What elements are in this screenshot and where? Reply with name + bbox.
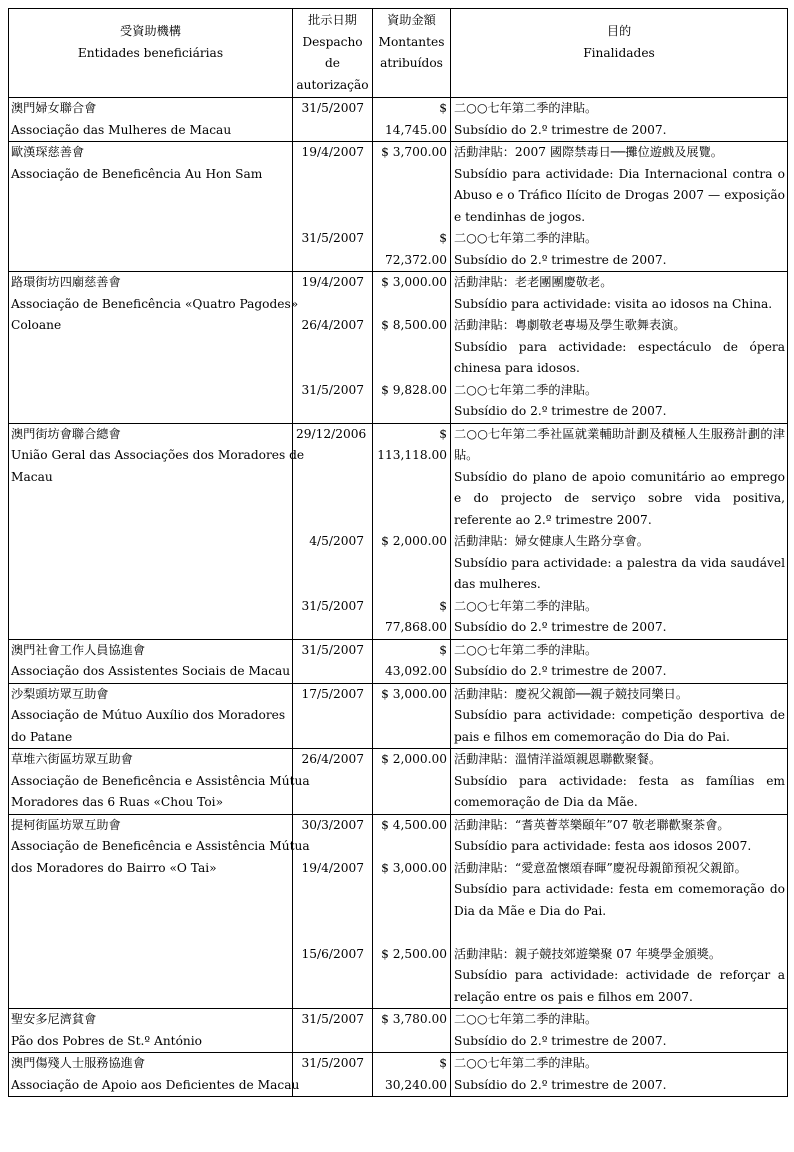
entity-name-line: 路環街坊四廟慈善會 (11, 275, 121, 289)
amount-cell (373, 1053, 451, 1097)
purpose-portuguese: Subsídio do 2.º trimestre de 2007. (454, 1077, 667, 1092)
amount-cell (373, 814, 451, 1009)
grant-purpose (454, 315, 785, 380)
date-cell (293, 639, 373, 683)
entity-cell (9, 272, 299, 424)
table-row (9, 272, 788, 424)
date-cell (293, 142, 373, 272)
date-cell (293, 423, 373, 639)
purpose-chinese: 活動津貼：老老團團慶敬老。 (454, 275, 613, 289)
grant-amount: $ 2,500.00 (381, 946, 447, 961)
entity-name-line: 澳門傷殘人士服務協進會 (11, 1056, 146, 1070)
purpose-chinese: 活動津貼：粵劇敬老專場及學生歌舞表演。 (454, 318, 686, 332)
purpose-portuguese: Subsídio para actividade: Dia Internacional contra o Abuso e o Tráfico Ilícito de Drogas 2007 — exposição e tendinhas de jogos. (454, 166, 785, 224)
entity-name-line: 提柯街區坊眾互助會 (11, 817, 121, 832)
purpose-cell (451, 98, 788, 142)
purpose-cell (451, 1053, 788, 1097)
entity-name-line: 聖安多尼濟貧會 (11, 1012, 97, 1026)
purpose-chinese: 二○○七年第二季的津貼。 (454, 231, 598, 245)
grant-date: 26/4/2007 (301, 752, 364, 766)
grant-purpose (454, 749, 785, 814)
grant-amount: $ 3,000.00 (381, 275, 447, 289)
date-cell (293, 272, 373, 424)
purpose-chinese: 二○○七年第二季的津貼。 (454, 101, 598, 115)
header-entities: 受資助機構 Entidades beneficiárias (9, 9, 293, 98)
grant-purpose (454, 98, 785, 141)
grant-purpose (454, 531, 785, 596)
grant-date: 4/5/2007 (309, 534, 364, 548)
entity-name-line: 歐漢琛慈善會 (11, 145, 85, 159)
purpose-portuguese: Subsídio para actividade: festa em comemoração do Dia da Mãe e Dia do Pai. (454, 882, 785, 918)
purpose-cell (451, 1009, 788, 1053)
grant-purpose (454, 596, 785, 639)
grant-purpose (454, 815, 785, 858)
table-row (9, 142, 788, 272)
purpose-chinese: 二○○七年第二季的津貼。 (454, 598, 598, 613)
table-row (9, 814, 788, 1009)
entity-name-line: 澳門婦女聯合會 (11, 101, 97, 115)
purpose-portuguese: Subsídio para actividade: a palestra da vida saudável das mulheres. (454, 555, 785, 591)
purpose-chinese: 活動津貼：婦女健康人生路分享會。 (454, 534, 649, 548)
date-cell (293, 683, 373, 749)
purpose-cell (451, 683, 788, 749)
entity-name-line: Associação de Beneficência «Quatro Pagodes» (11, 296, 299, 311)
header-amount: 資助金額 Montantes atribuídos (373, 9, 451, 98)
grant-amount: $ 72,372.00 (384, 231, 447, 267)
purpose-chinese: 二○○七年第二季的津貼。 (454, 642, 598, 657)
grant-date: 15/6/2007 (301, 946, 364, 961)
purpose-chinese: 活動津貼：慶祝父親節──親子競技同樂日。 (454, 686, 689, 701)
purpose-portuguese: Subsídio do 2.º trimestre de 2007. (454, 1033, 667, 1048)
purpose-chinese: 活動津貼：“愛意盈懷頌春暉”慶祝母親節預祝父親節。 (454, 860, 747, 875)
purpose-cell (451, 749, 788, 815)
table-row (9, 423, 788, 639)
grant-amount: $ 2,000.00 (381, 534, 447, 548)
amount-cell (373, 683, 451, 749)
entity-name-line: Macau (11, 469, 53, 484)
grant-date: 19/4/2007 (301, 145, 364, 159)
grant-purpose (454, 228, 785, 271)
amount-cell (373, 1009, 451, 1053)
grant-date: 19/4/2007 (301, 275, 364, 289)
entity-cell (9, 814, 310, 1009)
purpose-chinese: 活動津貼：溫情洋溢頌親恩聯歡聚餐。 (454, 752, 662, 766)
purpose-portuguese: Subsídio para actividade: visita ao idosos na China. (454, 296, 773, 311)
grant-date: 17/5/2007 (301, 686, 364, 701)
grant-date: 30/3/2007 (301, 817, 364, 832)
grant-date: 31/5/2007 (301, 1056, 364, 1070)
entity-name-line: União Geral das Associações dos Moradores de (11, 448, 305, 462)
entity-cell (9, 1053, 300, 1097)
entity-name-line: Associação dos Assistentes Sociais de Macau (11, 664, 291, 678)
grant-purpose (454, 640, 785, 683)
grant-purpose (454, 272, 785, 315)
grant-purpose (454, 858, 785, 944)
amount-cell (373, 272, 451, 424)
grant-purpose (454, 380, 785, 423)
entity-name-line: Associação de Beneficência Au Hon Sam (11, 166, 263, 181)
purpose-portuguese: Subsídio do 2.º trimestre de 2007. (454, 404, 667, 418)
table-row (9, 1009, 788, 1053)
grants-table (8, 8, 788, 1097)
purpose-chinese: 二○○七年第二季的津貼。 (454, 1056, 598, 1070)
grant-date: 19/4/2007 (301, 860, 364, 875)
grant-purpose (454, 944, 785, 1009)
entity-name-line: Moradores das 6 Ruas «Chou Toi» (11, 795, 224, 809)
grant-amount: $ 8,500.00 (381, 318, 447, 332)
entity-cell (9, 1009, 293, 1053)
purpose-chinese: 二○○七年第二季社區就業輔助計劃及積極人生服務計劃的津貼。 (454, 426, 785, 462)
grant-purpose (454, 424, 785, 532)
header-date: 批示日期 Despacho de autorização (293, 9, 373, 98)
purpose-chinese: 二○○七年第二季的津貼。 (454, 382, 598, 397)
entity-name-line: Associação de Apoio aos Deficientes de Macau (11, 1077, 300, 1092)
purpose-chinese: 活動津貼：“耆英薈萃樂頤年”07 敬老聯歡聚茶會。 (454, 817, 730, 832)
entity-cell (9, 98, 293, 142)
grant-purpose (454, 142, 785, 228)
purpose-cell (451, 142, 788, 272)
entity-cell (9, 423, 305, 639)
table-row (9, 749, 788, 815)
entity-name-line: 澳門社會工作人員協進會 (11, 642, 146, 657)
purpose-portuguese: Subsídio para actividade: competição desportiva de pais e filhos em comemoração do Dia do Pai. (454, 708, 785, 744)
grant-amount: $ 3,000.00 (381, 860, 447, 875)
entity-cell (9, 142, 293, 272)
purpose-portuguese: Subsídio do 2.º trimestre de 2007. (454, 252, 667, 267)
header-purpose: 目的 Finalidades (451, 9, 788, 98)
grant-amount: $ 14,745.00 (384, 101, 447, 137)
entity-cell (9, 639, 293, 683)
purpose-chinese: 二○○七年第二季的津貼。 (454, 1012, 598, 1026)
entity-name-line: Associação das Mulheres de Macau (11, 122, 232, 137)
purpose-cell (451, 814, 788, 1009)
amount-cell (373, 423, 451, 639)
grant-amount: $ 30,240.00 (384, 1056, 447, 1092)
grant-date: 31/5/2007 (301, 1012, 364, 1026)
purpose-portuguese: Subsídio do 2.º trimestre de 2007. (454, 620, 667, 634)
table-row (9, 639, 788, 683)
amount-cell (373, 142, 451, 272)
purpose-portuguese: Subsídio para actividade: festa aos idosos 2007. (454, 839, 752, 853)
grant-date: 26/4/2007 (301, 318, 364, 332)
purpose-cell (451, 423, 788, 639)
entity-name-line: 澳門街坊會聯合總會 (11, 426, 121, 441)
table-row (9, 98, 788, 142)
grant-amount: $ 4,500.00 (381, 817, 447, 832)
entity-cell (9, 749, 310, 815)
entity-name-line: Pão dos Pobres de St.º António (11, 1033, 202, 1048)
grant-date: 31/5/2007 (301, 642, 364, 657)
purpose-portuguese: Subsídio do 2.º trimestre de 2007. (454, 664, 667, 678)
entity-name-line: Associação de Beneficência e Assistência Mútua (11, 773, 310, 788)
entity-cell (9, 683, 293, 749)
purpose-cell (451, 272, 788, 424)
entity-name-line: do Patane (11, 729, 73, 744)
grant-date: 31/5/2007 (301, 598, 364, 613)
grant-amount: $ 2,000.00 (381, 752, 447, 766)
purpose-portuguese: Subsídio para actividade: actividade de reforçar a relação entre os pais e filhos em 2007. (454, 968, 785, 1004)
entity-name-line: 草堆六街區坊眾互助會 (11, 752, 133, 766)
purpose-portuguese: Subsídio para actividade: festa as famílias em comemoração de Dia da Mãe. (454, 773, 785, 809)
amount-cell (373, 749, 451, 815)
table-header-row (9, 9, 788, 98)
entity-name-line: 沙梨頭坊眾互助會 (11, 686, 109, 701)
grant-amount: $ 3,780.00 (381, 1012, 447, 1026)
purpose-chinese: 活動津貼：親子競技郊遊樂聚 07 年獎學金頒獎。 (454, 946, 722, 961)
entity-name-line: dos Moradores do Bairro «O Tai» (11, 860, 217, 875)
purpose-portuguese: Subsídio para actividade: espectáculo de ópera chinesa para idosos. (454, 339, 785, 375)
grant-amount: $ 113,118.00 (377, 426, 447, 462)
purpose-portuguese: Subsídio do plano de apoio comunitário ao emprego e do projecto de serviço sobre vida positiva, referente ao 2.º trimestre 2007. (454, 469, 785, 527)
purpose-cell (451, 639, 788, 683)
grant-purpose (454, 684, 785, 749)
purpose-portuguese: Subsídio do 2.º trimestre de 2007. (454, 122, 667, 137)
date-cell (293, 1053, 373, 1097)
grant-amount: $ 9,828.00 (381, 382, 447, 397)
purpose-chinese: 活動津貼：2007 國際禁毒日──攤位遊戲及展覽。 (454, 145, 723, 159)
grant-amount: $ 43,092.00 (384, 642, 447, 678)
grant-amount: $ 3,000.00 (381, 686, 447, 701)
grant-purpose (454, 1053, 785, 1096)
grant-date: 29/12/2006 (296, 426, 367, 441)
grant-amount: $ 77,868.00 (384, 598, 447, 634)
grant-date: 31/5/2007 (301, 231, 364, 245)
amount-cell (373, 98, 451, 142)
entity-name-line: Associação de Beneficência e Assistência Mútua (11, 839, 310, 853)
table-row (9, 683, 788, 749)
grant-amount: $ 3,700.00 (381, 145, 447, 159)
grant-date: 31/5/2007 (301, 382, 364, 397)
table-row (9, 1053, 788, 1097)
grant-date: 31/5/2007 (301, 101, 364, 115)
date-cell (293, 1009, 373, 1053)
date-cell (293, 98, 373, 142)
grant-purpose (454, 1009, 785, 1052)
entity-name-line: Associação de Mútuo Auxílio dos Moradores (11, 708, 286, 722)
entity-name-line: Coloane (11, 318, 62, 332)
amount-cell (373, 639, 451, 683)
